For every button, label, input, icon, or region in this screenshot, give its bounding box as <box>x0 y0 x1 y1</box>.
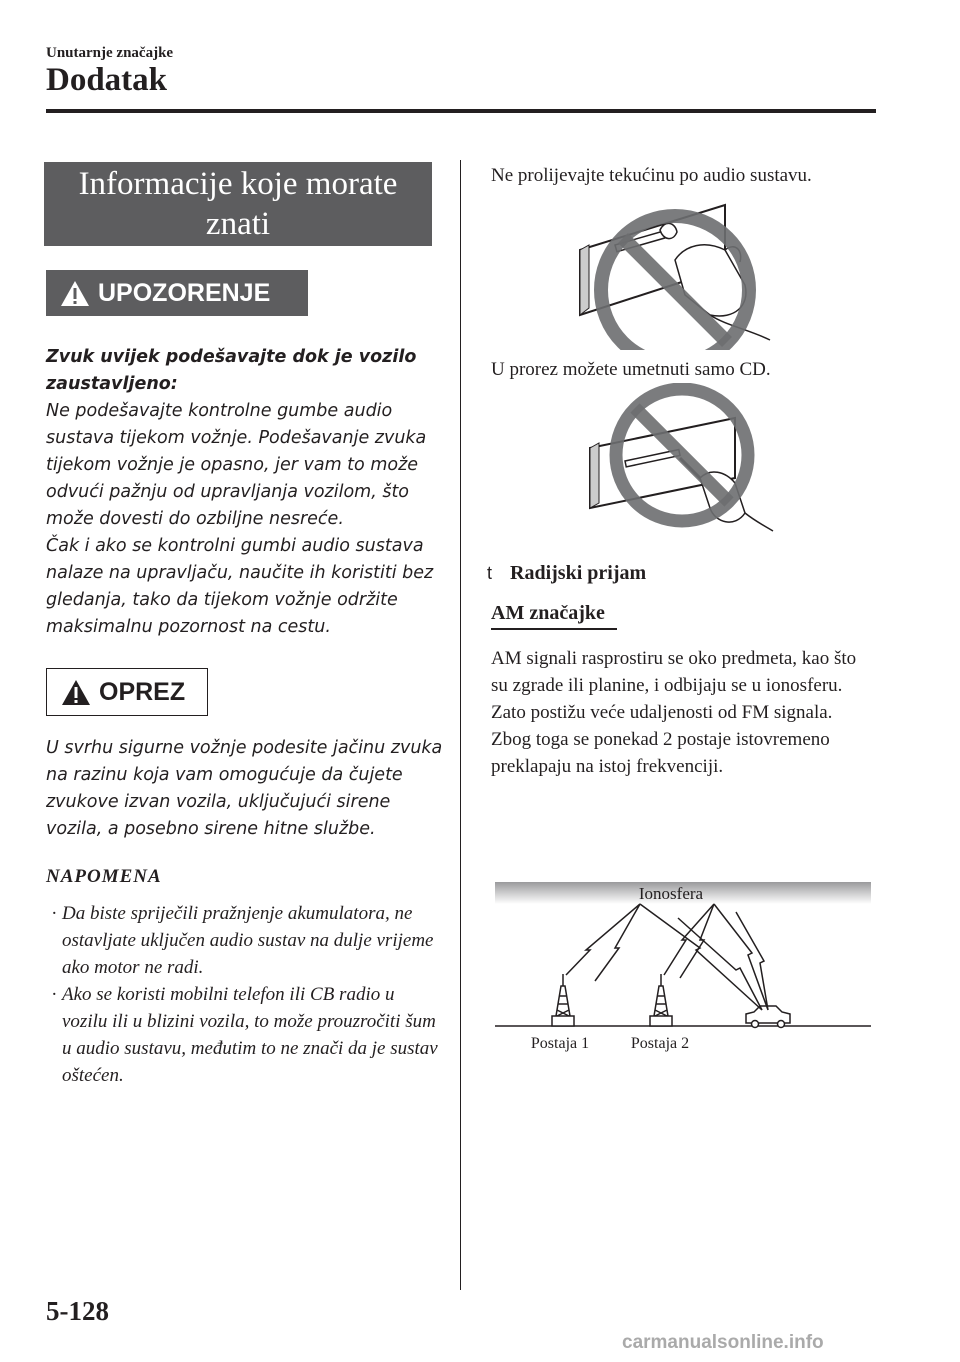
subsection-title: AM značajke <box>491 602 605 624</box>
signal-wave-path <box>566 904 768 1010</box>
section-heading <box>487 562 646 585</box>
caution-triangle-icon <box>61 679 91 706</box>
ionosphere-label: Ionosfera <box>638 884 704 903</box>
station-1-label: Postaja 1 <box>530 1035 590 1052</box>
am-paragraph <box>491 645 876 780</box>
liquid-warning-text: Ne prolijevajte tekućinu po audio sustavu. <box>491 165 812 186</box>
no-liquid-illustration <box>575 190 775 350</box>
cd-only-text: U prorez možete umetnuti samo CD. <box>491 359 771 380</box>
station-2-label: Postaja 2 <box>630 1035 690 1052</box>
page-number: 5-128 <box>46 1296 109 1326</box>
note-item-1: Da biste spriječili pražnjenje akumulatora, ne ostavljate uključen audio sustav na dulje vrijeme ako motor ne radi. <box>62 903 434 978</box>
warning-label-box <box>46 270 308 316</box>
warning-text <box>46 344 441 641</box>
warning-body-2: Čak i ako se kontrolni gumbi audio sustava nalaze na upravljaču, naučite ih koristiti bez gledanja, tako da tijekom vožnje održite maksimalnu pozornost na cestu. <box>46 536 434 637</box>
banner-line-1: Informacije koje morate <box>78 166 398 202</box>
watermark: carmanualsonline.info <box>622 1332 824 1353</box>
am-para-2: Zato postižu veće udaljenosti od FM signala. <box>491 702 833 723</box>
list-item <box>46 981 441 1089</box>
page-title: Dodatak <box>46 62 168 98</box>
subsection-underline <box>491 628 617 630</box>
radio-tower-icon <box>552 974 574 1026</box>
note-list <box>46 900 441 1089</box>
cd-slot-illustration <box>585 383 775 533</box>
warning-triangle-icon <box>60 280 90 307</box>
radio-tower-icon <box>650 974 672 1026</box>
note-heading: NAPOMENA <box>46 866 162 887</box>
warning-label: UPOZORENJE <box>98 278 271 307</box>
am-para-1: AM signali rasprostiru se oko predmeta, kao što su zgrade ili planine, i odbijaju se u ionosferu. <box>491 648 857 696</box>
chapter-label: Unutarnje značajke <box>46 45 174 61</box>
section-title: Radijski prijam <box>510 562 647 584</box>
list-item <box>46 900 441 981</box>
bullet-dot: · <box>51 903 57 924</box>
caution-label-box <box>46 668 208 716</box>
column-divider <box>460 160 461 1290</box>
banner-line-2: znati <box>205 206 271 242</box>
caution-body: U svrhu sigurne vožnje podesite jačinu zvuka na razinu koja vam omogućuje da čujete zvukove izvan vozila, uključujući sirene vozila, a posebno sirene hitne službe. <box>46 738 443 839</box>
caution-label: OPREZ <box>99 677 186 706</box>
ionosphere-diagram <box>490 878 875 1058</box>
section-banner <box>44 162 432 246</box>
am-para-3: Zbog toga se ponekad 2 postaje istovremeno preklapaju na istoj frekvenciji. <box>491 729 830 777</box>
note-item-2: Ako se koristi mobilni telefon ili CB radio u vozilu ili u blizini vozila, to može prouzročiti šum u audio sustavu, međutim to ne znači da je sustav oštećen. <box>62 984 438 1086</box>
header-rule <box>46 109 876 113</box>
bullet-dot: · <box>51 984 57 1005</box>
warning-heading: Zvuk uvijek podešavajte dok je vozilo zaustavljeno: <box>46 347 417 394</box>
section-marker: t <box>487 563 493 583</box>
warning-body-1: Ne podešavajte kontrolne gumbe audio sustava tijekom vožnje. Podešavanje zvuka tijekom vožnje je opasno, jer vam to može odvući pažnju od upravljanja vozilom, što može dovesti do ozbiljne nesreće. <box>46 401 427 529</box>
